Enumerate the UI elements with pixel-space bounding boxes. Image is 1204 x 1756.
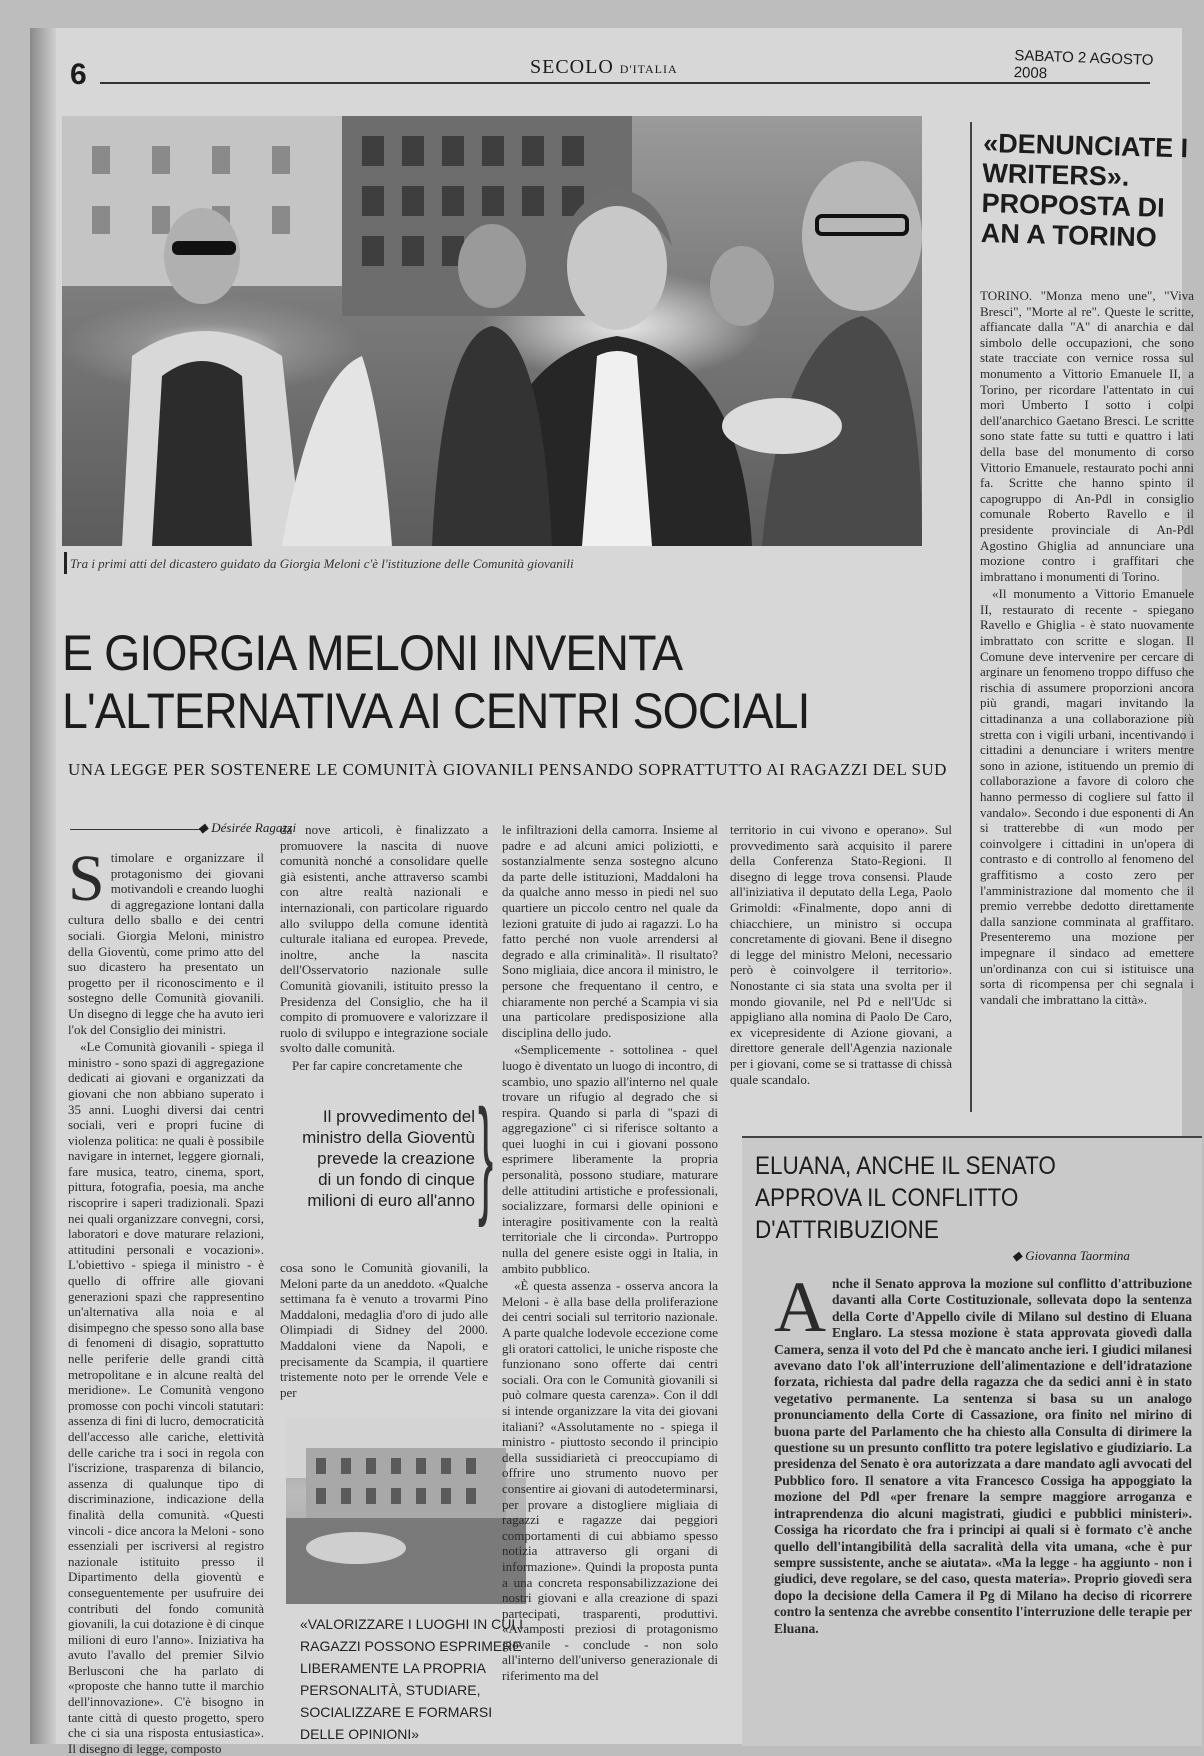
pull-quote-brace: } (478, 1082, 494, 1228)
article-paragraph: da nove articoli, è finalizzato a promuovere la nascita di nuove comunità nonché a consolidare quelle già esistenti, anche attraverso scambi con altre realtà nazionali e internazionali, con particolare riguardo allo sviluppo della comune identità culturale italiana ed europea. Prevede, inoltre, anche la nascita dell'Osservatorio nazionale sulle Comunità giovanili, istituito presso la Presidenza del Consiglio, che ha il compito di promuovere e valorizzare il ruolo di sviluppo e integrazione sociale svolto dalle comunità. (280, 822, 488, 1056)
article-paragraph: cosa sono le Comunità giovanili, la Meloni parte da un aneddoto. «Qualche settimana fa è venuto a trovarmi Pino Maddaloni, medaglia d'oro di judo alle Olimpiadi di Sidney del 2000. Maddaloni viene da Napoli, e precisamente da Scampia, il quartiere tristemente noto per le orrende Vele e per (280, 1260, 488, 1400)
article-column-4 (730, 822, 952, 1112)
photo-caption: Tra i primi atti del dicastero guidato da Giorgia Meloni c'è l'istituzione delle Comunità giovanili (70, 556, 574, 571)
eluana-dropcap: A (774, 1267, 826, 1347)
article-paragraph: «Semplicemente - sottolinea - quel luogo è diventato un luogo di incontro, di scambio, uno spazio all'interno nel quale trovare un rifugio al degrado che si respira. Quando si parla di "spazi di aggregazione" ci si riferisce soltanto a quei luoghi in cui i giovani possono esprimere liberamente la propria personalità, possono studiare, maturare delle attitudini artistiche e professionali, socializzare, formarsi delle opinioni e interagire positivamente con la realtà territoriale che li circonda». Purtroppo nulla del genere esiste oggi in Italia, in ambito pubblico. (502, 1042, 718, 1276)
main-byline: ◆ Désirée Ragazzi (198, 820, 297, 835)
article-paragraph: «Le Comunità giovanili - spiega il ministro - sono spazi di aggregazione dedicati ai giovani e organizzati da giovani che non abbiano superato i 35 anni. Luoghi diversi dai centri sociali, veri e propri fucine di violenza politica: ne quali è possibile navigare in internet, leggere giornali, fare musica, teatro, cinema, sport, pittura, fotografia, poesia, ma anche riscoprire i saperi tradizionali. Spazi nei quali organizzare convegni, corsi, laboratori e dove maturare relazioni, attitudini personali e vocazioni». L'obiettivo - spiega il ministro - è quello di offrire alle giovani generazioni spazi che rappresentino un'alternativa alla noia e al disimpegno che spesso sono alla base di fenomeni di disagio, soprattutto nelle periferie delle grandi città metropolitane e in alcune realtà del meridione». Le Comunità vengono promosse con pochi vincoli statutari: assenza di fini di lucro, democraticità dell'accesso alle cariche, elettività delle cariche tra i soci in regola con l'iscrizione, trasparenza di bilancio, assenza di qualunque tipo di discriminazione, indicazione della finalità della comunità. «Questi vincoli - dice ancora la Meloni - sono essenziali per iscriversi al registro nazionale istituito presso il Dipartimento della gioventù e conseguentemente per usufruire dei contributi del fondo comunità giovanili, la cui dotazione è di cinque milioni di euro l'anno». Iniziativa ha avuto l'avallo del premier Silvio Berlusconi che ha parlato di «proposte che hanno tutte il marchio dell'innovazione». C'è bisogno in tante città di questo progetto, spero che ci sia una risposta entusiastica». Il disegno di legge, composto (68, 1039, 264, 1756)
sidebar-paragraph: «Il monumento a Vittorio Emanuele II, restaurato di recente - spiegano Ravello e Ghiglia - è stato nuovamente imbrattato con scritte e slogan. Il Comune deve intervenire per cercare di arginare un fenomeno troppo diffuso che rischia di assumere proporzioni ancora più grandi, magari invitando la cittadinanza a una collaborazione più stretta con i vigili urbani, incentivando i cittadini a denunciare i writers mentre sono in azione, istituendo un premio di collaborazione a favore di coloro che hanno permesso di cogliere sul fatto il vandalo». Secondo i due esponenti di An si tratterebbe di «un modo per coinvolgere i cittadini in un'opera di contrasto e di controllo al fenomeno del graffitismo a costo zero per l'amministrazione dal momento che il premio verrebbe dedotto direttamente dalla sanzione comminata al graffitaro. Presenteremo una mozione per impegnare il sindaco ad emettere un'ordinanza con cui si istituisce una sorta di ricompensa per chi segnala i vandali che imbrattano la città». (980, 586, 1194, 1007)
eluana-text: nche il Senato approva la mozione sul conflitto d'attribuzione davanti alla Corte Costituzionale, sollevata dopo la sentenza della Corte d'Appello civile di Milano sul destino di Eluana Englaro. La stessa mozione è stata approvata giovedì dalla Camera, senza il voto del Pd che è mancato anche ieri. I giudici milanesi avevano dato l'ok all'interruzione dell'alimentazione e dell'idratazione forzata, richiesta dal padre della ragazza che da sedici anni è in stato vegetativo permanente. La sentenza si basa su un analogo pronunciamento della Corte di Cassazione, ora finito nel mirino di buona parte del Parlamento che ha chiesto alla Consulta di dirimere la questione su un presunto conflitto tra potere legislativo e giudiziario. La presidenza del Senato è ora autorizzata a dare mandato agli avvocati del Pubblico foro. Il senatore a vita Francesco Cossiga ha appoggiato la mozione del Pdl «per frenare la sempre maggiore arroganza e intraprendenza dio alcuni magistrati, giudici e pubblici ministeri». Cossiga ha ricordato che fra i principi ai quali si è formato c'è anche quello dell'intangibilità della sacralità della vita umana, «che è pur sempre sussistente, anche se aiutata». «Ma la legge - ha aggiunto - non i giudici, deve regolare, se del caso, questa materia». Proprio giovedì sera dopo la decisione della Camera il Pg di Milano ha deciso di ricorrere contro la sentenza che avrebbe consentito l'interruzione delle terapie per Eluana. (774, 1276, 1192, 1636)
inset-photo (286, 1418, 526, 1604)
header-rule (100, 82, 1150, 84)
masthead-title: SECOLO (530, 56, 614, 78)
caption-marker (64, 552, 67, 574)
masthead-subtitle: D'ITALIA (619, 62, 678, 76)
main-photo (62, 116, 922, 546)
article-paragraph: Per far capire concretamente che (292, 1057, 463, 1073)
eluana-headline: ELUANA, ANCHE IL SENATO APPROVA IL CONFLITTO D'ATTRIBUZIONE (755, 1152, 1056, 1244)
photo-illustration (62, 116, 922, 546)
sidebar-title: «DENUNCIATE I WRITERS». PROPOSTA DI AN A TORINO (980, 128, 1189, 253)
article-column-2-top (280, 822, 488, 1072)
inset-quote: «VALORIZZARE I LUOGHI IN CUI I RAGAZZI POSSONO ESPRIMERE LIBERAMENTE LA PROPRIA PERSONALITÀ, STUDIARE, SOCIALIZZARE E FORMARSI DELLE OPINIONI» (300, 1616, 524, 1742)
sidebar-paragraph: TORINO. "Monza meno une", "Viva Bresci", "Morte al re". Queste le scritte, affiancate dalla "A" di anarchia e dal simbolo delle occupazioni, che sono state tracciate con vernice rossa sul monumento a Vittorio Emanuele II, a Torino, per ricordare l'attentato in cui morì Umberto I sotto i colpi dell'anarchico Gaetano Bresci. Le scritte sono state fatte su tutti e quattro i lati della base del monumento di corso Vittorio Emanuele, restaurato pochi anni fa. Scritte che hanno spinto il capogruppo di An-Pdl in consiglio comunale Roberto Ravello e il presidente provinciale di An-Pdl Agostino Ghiglia ad annunciare una mozione contro i graffitari che imbrattano i monumenti di Torino. (980, 288, 1194, 584)
main-subhead: UNA LEGGE PER SOSTENERE LE COMUNITÀ GIOVANILI PENSANDO SOPRATTUTTO AI RAGAZZI DEL SUD (68, 760, 947, 779)
article-dropcap: S (68, 842, 105, 915)
headline-line-1: E GIORGIA MELONI INVENTA (62, 625, 683, 681)
article-paragraph: timolare e organizzare il protagonismo dei giovani motivandoli e creando luoghi di aggregazione lontani dalla cultura dello sballo e dei centri sociali. Giorgia Meloni, ministro della Gioventù, come primo atto del suo dicastero ha presentato un progetto per il riconoscimento e il sostegno delle Comunità giovanili. Un disegno di legge che ha avuto ieri l'ok del Consiglio dei ministri. (68, 850, 264, 1037)
dateline: SABATO 2 AGOSTO 2008 (1013, 47, 1154, 83)
eluana-byline: ◆ Giovanna Taormina (1012, 1248, 1130, 1263)
article-paragraph: territorio in cui vivono e operano». Sul provvedimento sarà acquisito il parere della Conferenza Stato-Regioni. Il disegno di legge trova consensi. Plaude all'iniziativa il deputato della Lega, Paolo Grimoldi: «Finalmente, dopo anni di chiacchiere, un ministro si occupa concretamente di giovani. Bene il disegno di legge del ministro Meloni, necessario però è coinvolgere il territorio». Nonostante ci sia stata una svolta per il mondo giovanile, nel Pd e nell'Udc si appigliano alla nomina di Paolo De Caro, ex vicepresidente di Azione giovani, a direttore generale dell'Agenzia nazionale per i giovani, come se si trattasse di chissà quale scandalo. (730, 822, 952, 1087)
newspaper-page (30, 28, 1194, 1756)
headline-line-2: L'ALTERNATIVA AI CENTRI SOCIALI (62, 683, 810, 739)
eluana-body (774, 1267, 1192, 1726)
main-headline (62, 624, 880, 740)
inset-photo-illustration (286, 1418, 526, 1604)
pull-quote: Il provvedimento del ministro della Gioventù prevede la creazione di un fondo di cinque milioni di euro all'anno (302, 1107, 475, 1210)
article-paragraph: «È questa assenza - osserva ancora la Meloni - è alla base della proliferazione dei centri sociali sul territorio nazionale. A parte qualche lodevole eccezione come gli oratori cattolici, le uniche risposte che funzionano sono offerte dai centri sociali. Ora con le Comunità giovanili si può colmare questa carenza». Con il ddl si intende organizzare la vita dei giovani italiani? «Assolutamente no - spiega il ministro - piuttosto secondo il principio della sussidiarietà ci preoccupiamo di offrire uno strumento nuovo per consentire ai giovani di autodeterminarsi, per provare a distogliere migliaia di ragazzi e ragazze dai peggiori comportamenti di cui abbiamo spesso notizia attraverso gli organi di informazione». Quindi la proposta punta a una concreta responsabilizzazione dei nostri giovani e alla creazione di spazi partecipati, trasparenti, produttivi. «Avamposti preziosi di protagonismo giovanile - conclude - non solo all'interno dell'universo generazionale di riferimento ma del (502, 1278, 718, 1684)
sidebar-body (980, 288, 1194, 1108)
article-paragraph: le infiltrazioni della camorra. Insieme al padre e ad alcuni amici poliziotti, e sostanzialmente senza sostegno alcuno da parte delle istituzioni, Maddaloni ha da qualche anno messo in piedi nel suo quartiere un piccolo centro nel quale da lezioni gratuite di judo ai ragazzi. Lo ha fatto perché non vuole arrendersi al degrado e alla criminalità». Il risultato? Sono migliaia, dice ancora il ministro, le persone che frequentano il centro, e chiaramente non perché a Scampia vi sia una particolare predisposizione alla disciplina dello judo. (502, 822, 718, 1040)
article-column-2-bottom (280, 1260, 488, 1408)
page-number: 6 (70, 58, 87, 91)
byline-rule (70, 829, 200, 830)
article-column-1 (68, 842, 264, 1756)
page-spine (30, 28, 56, 1744)
masthead (530, 56, 678, 79)
article-column-3 (502, 822, 718, 1732)
